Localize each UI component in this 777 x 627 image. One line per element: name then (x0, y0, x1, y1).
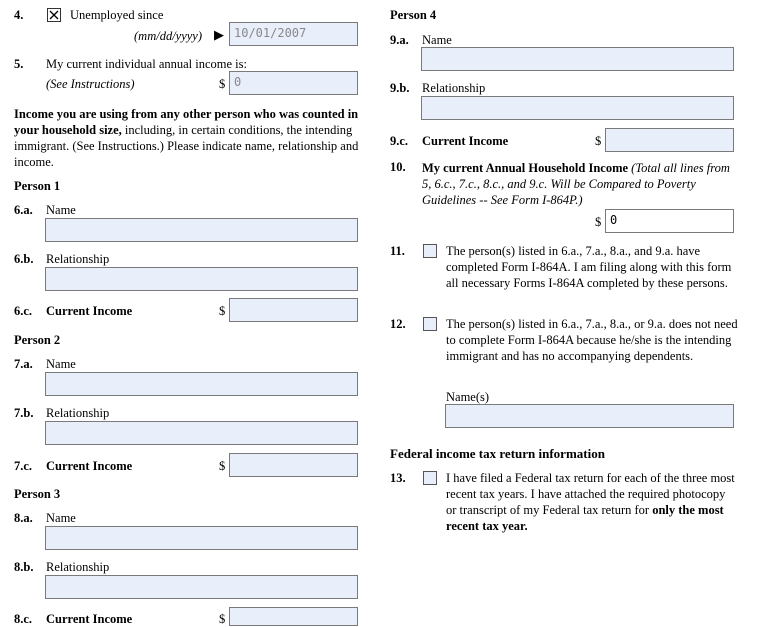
q11-number: 11. (390, 244, 405, 258)
person4-name-field[interactable] (421, 47, 734, 71)
person2-currency-symbol: $ (219, 459, 226, 473)
household-income-field[interactable]: 0 (605, 209, 734, 233)
unemployed-date-field[interactable]: 10/01/2007 (229, 22, 358, 46)
person2-name-label: Name (46, 357, 76, 371)
person3-heading: Person 3 (14, 487, 61, 501)
person4-name-number: 9.a. (390, 33, 409, 47)
q12-number: 12. (390, 317, 406, 331)
person1-income-label: Current Income (46, 304, 133, 318)
person3-relationship-label: Relationship (46, 560, 110, 574)
person2-relationship-field[interactable] (45, 421, 358, 445)
q13-text-bold: only the most recent tax year. (446, 503, 724, 533)
individual-income-field[interactable]: 0 (229, 71, 358, 95)
tax-return-checkbox[interactable] (423, 471, 437, 485)
person4-heading: Person 4 (390, 8, 437, 22)
q11-text: The person(s) listed in 6.a., 7.a., 8.a., and 9.a. have completed Form I-864A. I am filing along with this form all necessary Forms I-864A completed by these persons. (446, 244, 732, 290)
other-income-instructions (14, 106, 359, 170)
names-label: Name(s) (446, 390, 490, 404)
other-income-bold: Income you are using from any other person who was counted in your household size, (14, 107, 359, 137)
person4-income-label: Current Income (422, 134, 509, 148)
unemployed-checkbox[interactable] (47, 8, 61, 22)
person4-income-number: 9.c. (390, 134, 409, 148)
person1-income-field[interactable] (229, 298, 358, 322)
person2-name-number: 7.a. (14, 357, 33, 371)
person2-relationship-label: Relationship (46, 406, 110, 420)
q10-number: 10. (390, 160, 406, 174)
person2-income-field[interactable] (229, 453, 358, 477)
i864a-completed-checkbox[interactable] (423, 244, 437, 258)
household-currency-symbol: $ (595, 215, 602, 229)
person1-heading: Person 1 (14, 179, 61, 193)
person3-income-field[interactable] (229, 607, 358, 626)
person2-name-field[interactable] (45, 372, 358, 396)
household-income-label (422, 160, 740, 208)
person3-currency-symbol: $ (219, 612, 226, 626)
unemployed-label: Unemployed since (70, 8, 164, 22)
individual-income-label: My current individual annual income is: (46, 57, 247, 71)
arrow-right-icon: ▶ (214, 27, 224, 42)
i864a-not-needed-checkbox[interactable] (423, 317, 437, 331)
q12-text: The person(s) listed in 6.a., 7.a., 8.a., or 9.a. does not need to complete Form I-864A because he/she is the intending immigrant and has no accompanying dependents. (446, 317, 738, 363)
person2-income-label: Current Income (46, 459, 133, 473)
other-income-rest: including, in certain conditions, the intending immigrant. (See Instructions.) Please indicate name, relationship and income. (14, 123, 359, 169)
person1-currency-symbol: $ (219, 304, 226, 318)
person2-heading: Person 2 (14, 333, 61, 347)
q13-number: 13. (390, 471, 406, 485)
currency-symbol: $ (219, 77, 226, 91)
person4-relationship-field[interactable] (421, 96, 734, 120)
person1-relationship-label: Relationship (46, 252, 110, 266)
person1-name-number: 6.a. (14, 203, 33, 217)
q13-text-main: I have filed a Federal tax return for each of the three most recent tax years. I have attached the required photocopy or transcript of my Federal tax return for (446, 471, 735, 517)
check-x-icon (48, 9, 60, 21)
person1-name-label: Name (46, 203, 76, 217)
person3-income-label: Current Income (46, 612, 133, 626)
person4-name-label: Name (422, 33, 452, 47)
person2-relationship-number: 7.b. (14, 406, 34, 420)
person3-name-number: 8.a. (14, 511, 33, 525)
person1-income-number: 6.c. (14, 304, 33, 318)
person4-currency-symbol: $ (595, 134, 602, 148)
person4-relationship-label: Relationship (422, 81, 486, 95)
household-income-title: My current Annual Household Income (422, 161, 629, 175)
person1-name-field[interactable] (45, 218, 358, 242)
person3-relationship-field[interactable] (45, 575, 358, 599)
person1-relationship-number: 6.b. (14, 252, 34, 266)
see-instructions-note: (See Instructions) (46, 77, 135, 91)
tax-section-heading: Federal income tax return information (390, 446, 605, 461)
person3-income-number: 8.c. (14, 612, 33, 626)
date-format-hint: (mm/dd/yyyy) (134, 29, 203, 43)
person3-relationship-number: 8.b. (14, 560, 34, 574)
person2-income-number: 7.c. (14, 459, 33, 473)
q4-number: 4. (14, 8, 24, 22)
person4-income-field[interactable] (605, 128, 734, 152)
names-field[interactable] (445, 404, 734, 428)
q13-text (446, 470, 738, 534)
household-income-note: (Total all lines from 5, 6.c., 7.c., 8.c., and 9.c. Will be Compared to Poverty Guidelines -- See Form I-864P.) (422, 161, 730, 207)
person1-relationship-field[interactable] (45, 267, 358, 291)
person3-name-field[interactable] (45, 526, 358, 550)
person4-relationship-number: 9.b. (390, 81, 410, 95)
person3-name-label: Name (46, 511, 76, 525)
q5-number: 5. (14, 57, 24, 71)
